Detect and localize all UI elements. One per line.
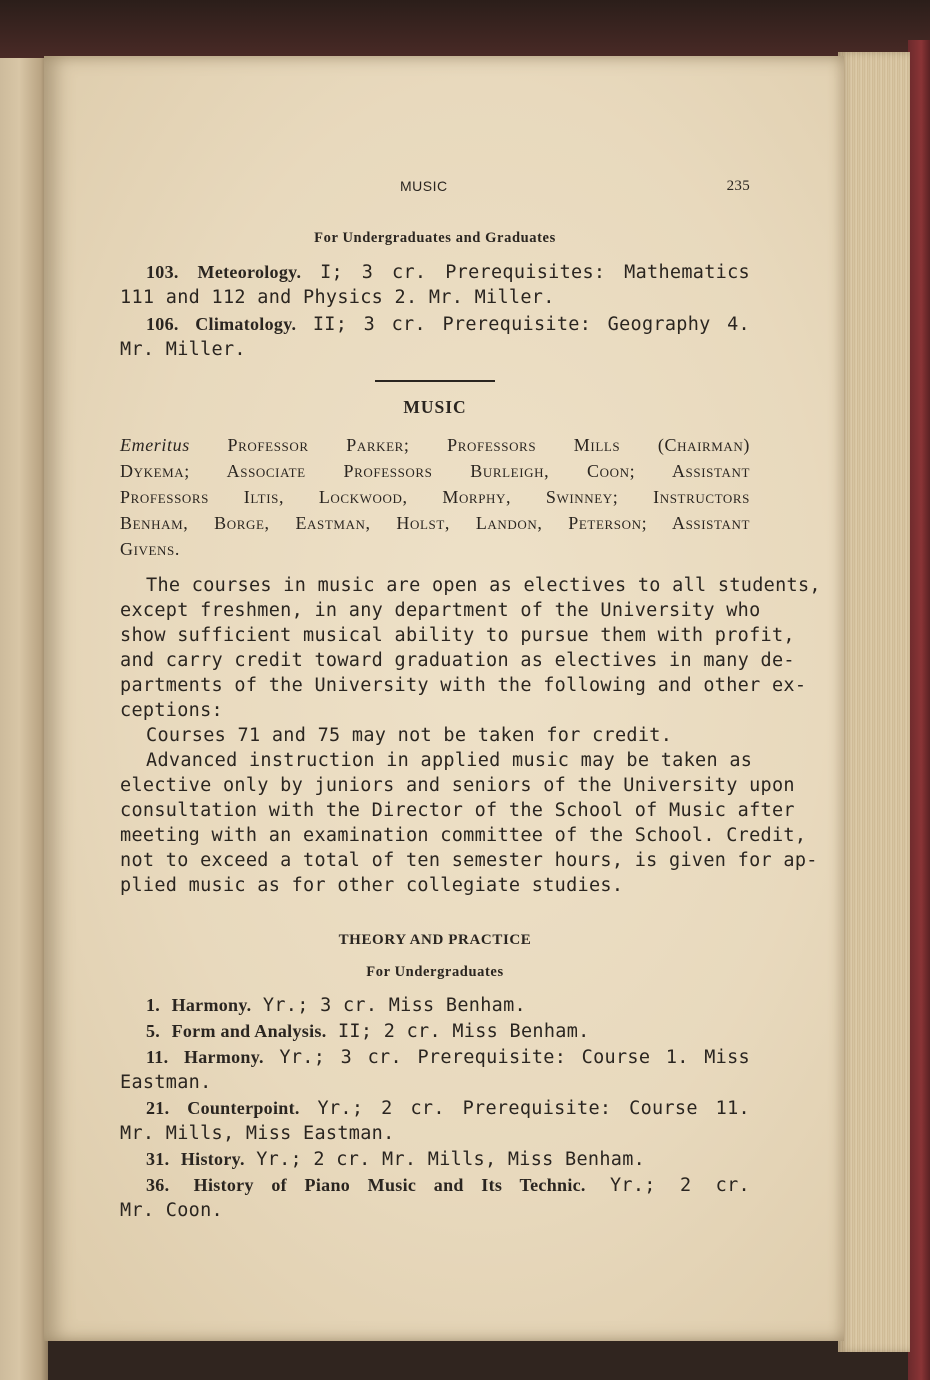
paragraph-line: show sufficient musical ability to pursue them with profit, — [120, 625, 795, 646]
course-entry: 31. History. Yr.; 2 cr. Mr. Mills, Miss Benham. — [146, 1149, 646, 1170]
course-entry: 5. Form and Analysis. II; 2 cr. Miss Benham. — [146, 1021, 590, 1042]
prev-subheading: For Undergraduates and Graduates — [314, 230, 556, 246]
faculty-line: Benham, Borge, Eastman, Holst, Landon, Peterson; Assistant — [120, 513, 750, 533]
course-entry: 11. Harmony. Yr.; 3 cr. Prerequisite: Course 1. Miss — [146, 1047, 750, 1068]
paragraph-line: not to exceed a total of ten semester hours, is given for ap- — [120, 850, 818, 871]
paragraph-line: and carry credit toward graduation as electives in many de- — [120, 650, 795, 671]
section-title-music: MUSIC — [403, 397, 467, 417]
paragraph-line: meeting with an examination committee of the School. Credit, — [120, 825, 807, 846]
paragraph-line: Courses 71 and 75 may not be taken for credit. — [146, 725, 673, 746]
page-number: 235 — [726, 178, 750, 194]
paragraph-line: ceptions: — [120, 700, 223, 721]
paragraph-line: consultation with the Director of the School of Music after — [120, 800, 795, 821]
book-cover-right — [908, 40, 930, 1380]
paragraph-line: elective only by juniors and seniors of the University upon — [120, 775, 795, 796]
faculty-line: Givens. — [120, 539, 180, 559]
facing-page-edge — [0, 58, 48, 1380]
section-title-theory: THEORY AND PRACTICE — [338, 932, 532, 948]
faculty-line: Dykema; Associate Professors Burleigh, Coon; Assistant — [120, 461, 750, 481]
book-cover-top — [0, 0, 930, 60]
paragraph-line: The courses in music are open as electives to all students, — [146, 575, 821, 596]
course-entry-cont: Mr. Miller. — [120, 339, 246, 360]
course-entry: 36. History of Piano Music and Its Technic. Yr.; 2 cr. — [146, 1175, 750, 1196]
theory-subheading: For Undergraduates — [366, 964, 504, 980]
course-entry-cont: Mr. Coon. — [120, 1200, 223, 1221]
course-entry-cont: 111 and 112 and Physics 2. Mr. Miller. — [120, 287, 555, 308]
paragraph-line: Advanced instruction in applied music may be taken as — [146, 750, 753, 771]
paragraph-line: except freshmen, in any department of the University who — [120, 600, 761, 621]
course-entry: 103. Meteorology. I; 3 cr. Prerequisites: Mathematics — [146, 262, 750, 283]
faculty-line: Professors Iltis, Lockwood, Morphy, Swinney; Instructors — [120, 487, 750, 507]
course-entry-cont: Eastman. — [120, 1072, 212, 1093]
paragraph-line: partments of the University with the following and other ex- — [120, 675, 807, 696]
running-head-title: MUSIC — [400, 178, 448, 194]
course-entry: 21. Counterpoint. Yr.; 2 cr. Prerequisite: Course 11. — [146, 1098, 750, 1119]
course-entry-cont: Mr. Mills, Miss Eastman. — [120, 1123, 395, 1144]
faculty-line: Emeritus Professor Parker; Professors Mills (Chairman) — [120, 435, 750, 455]
course-entry: 1. Harmony. Yr.; 3 cr. Miss Benham. — [146, 995, 526, 1016]
running-head — [120, 178, 750, 200]
section-divider — [375, 380, 495, 382]
page-stack-edge — [838, 52, 910, 1352]
paragraph-line: plied music as for other collegiate studies. — [120, 875, 624, 896]
course-entry: 106. Climatology. II; 3 cr. Prerequisite: Geography 4. — [146, 314, 750, 335]
